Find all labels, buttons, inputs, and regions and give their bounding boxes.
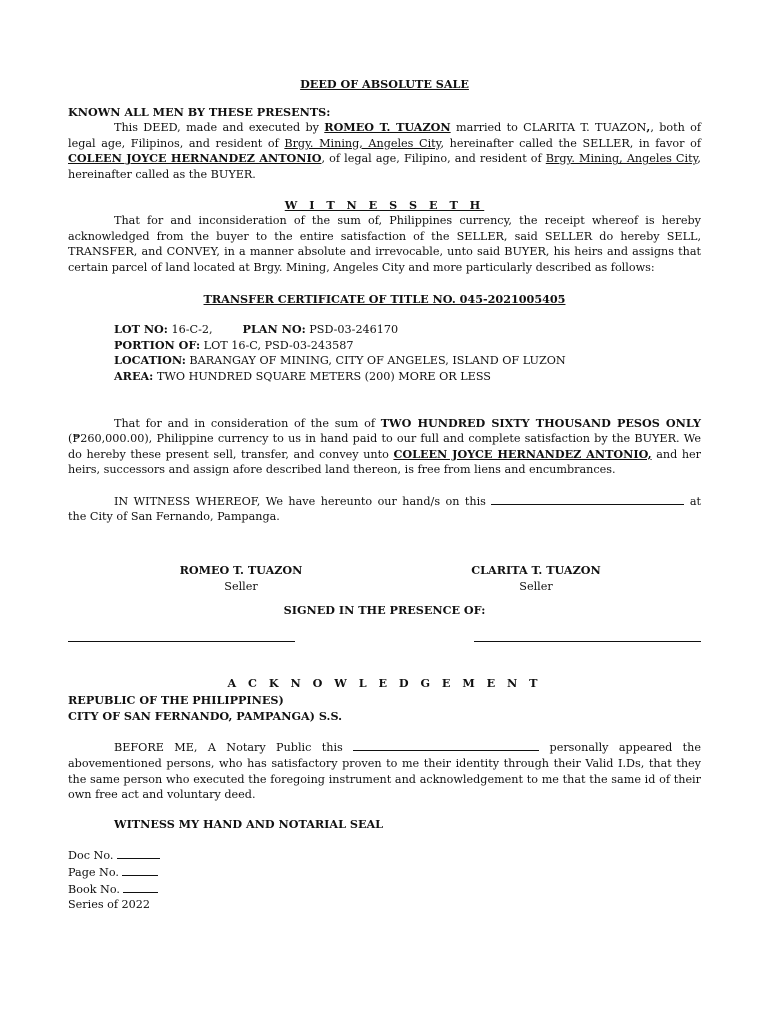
location-line: LOCATION: BARANGAY OF MINING, CITY OF ANGELES, ISLAND OF LUZON — [114, 353, 566, 368]
parties-paragraph: This DEED, made and executed by ROMEO T. TUAZON married to CLARITA T. TUAZON,, both of legal age, Filipinos, and resident of Brgy. Mining, Angeles City, hereinafter called the SELLER, in favor of COLEEN JOYCE HERNANDEZ ANTONIO, of legal age, Filipino, and resident of Brgy. Mining, Angeles City, hereinafter called as the BUYER. — [68, 120, 702, 181]
city-line: CITY OF SAN FERNANDO, PAMPANGA) S.S. — [68, 708, 343, 723]
doc-no: Doc No. — [68, 847, 701, 864]
buyer-name: COLEEN JOYCE HERNANDEZ ANTONIO — [68, 151, 322, 166]
notary-date-blank[interactable] — [353, 739, 539, 751]
area-line: AREA: TWO HUNDRED SQUARE METERS (200) MORE OR LESS — [114, 368, 491, 383]
series-line: Series of 2022 — [68, 898, 151, 912]
page-no: Page No. — [68, 864, 701, 881]
witness-lines — [68, 641, 701, 655]
signatory-clarita: CLARITA T. TUAZON Seller — [471, 563, 601, 593]
seller-address: Brgy. Mining, Angeles City — [284, 136, 441, 150]
acknowledgement-heading: A C K N O W L E D G E M E N T — [227, 675, 542, 690]
signatory-romeo: ROMEO T. TUAZON Seller — [179, 563, 303, 593]
notary-registry — [68, 847, 701, 912]
in-witness-paragraph: IN WITNESS WHEREOF, We have hereunto our hand/s on this at the City of San Fernando, Pampanga. — [68, 494, 701, 524]
date-blank[interactable] — [491, 493, 684, 505]
republic-line: REPUBLIC OF THE PHILIPPINES) — [68, 693, 284, 708]
notary-paragraph: BEFORE ME, A Notary Public this personally appeared the abovementioned persons, who has satisfactory proven to me their identity through their Valid I.Ds, that they the same person who executed the foregoing instrument and acknowledgement to me that the same id of their own free act and voluntary deed. — [68, 741, 701, 802]
payment-paragraph: That for and in consideration of the sum of TWO HUNDRED SIXTY THOUSAND PESOS ONLY (₱260,000.00), Philippine currency to us in hand paid to our full and complete satisfaction by the BUYER. We do hereby these present sell, transfer, and convey unto COLEEN JOYCE HERNANDEZ ANTONIO, and her heirs, successors and assign afore described land thereon, is free from liens and encumbrances. — [68, 415, 702, 477]
witness-seal-heading: WITNESS MY HAND AND NOTARIAL SEAL — [114, 816, 384, 831]
buyer-address: Brgy. Mining, Angeles City — [545, 152, 698, 166]
witness-line-right[interactable] — [474, 641, 701, 642]
consideration-paragraph: That for and inconsideration of the sum of, Philippines currency, the receipt whereof is hereby acknowledged from the buyer to the entire satisfaction of the SELLER, said SELLER do hereby SELL, TRANSFER, and CONVEY, in a manner absolute and irrevocable, unto said BUYER, his heirs and assigns that certain parcel of land located at Brgy. Mining, Angeles City and more particularly described as follows: — [68, 214, 701, 274]
lot-description — [114, 322, 701, 384]
portion-line: PORTION OF: LOT 16-C, PSD-03-243587 — [114, 337, 354, 352]
witness-line-left[interactable] — [68, 641, 295, 642]
seller-signatures — [68, 563, 701, 595]
document-title: DEED OF ABSOLUTE SALE — [300, 77, 469, 91]
lot-line: LOT NO: 16-C-2, PLAN NO: PSD-03-246170 — [114, 322, 399, 337]
tct-heading: TRANSFER CERTIFICATE OF TITLE NO. 045-2021005405 — [203, 291, 566, 306]
buyer-name-2: COLEEN JOYCE HERNANDEZ ANTONIO, — [393, 446, 652, 461]
known-all-men-heading: KNOWN ALL MEN BY THESE PRESENTS: — [68, 104, 331, 119]
signed-presence-heading: SIGNED IN THE PRESENCE OF: — [283, 603, 486, 618]
witnesseth-heading: W I T N E S S E T H — [284, 197, 485, 212]
book-no: Book No. — [68, 881, 701, 898]
seller-name: ROMEO T. TUAZON — [324, 120, 451, 135]
amount-words: TWO HUNDRED SIXTY THOUSAND PESOS ONLY — [380, 415, 702, 430]
